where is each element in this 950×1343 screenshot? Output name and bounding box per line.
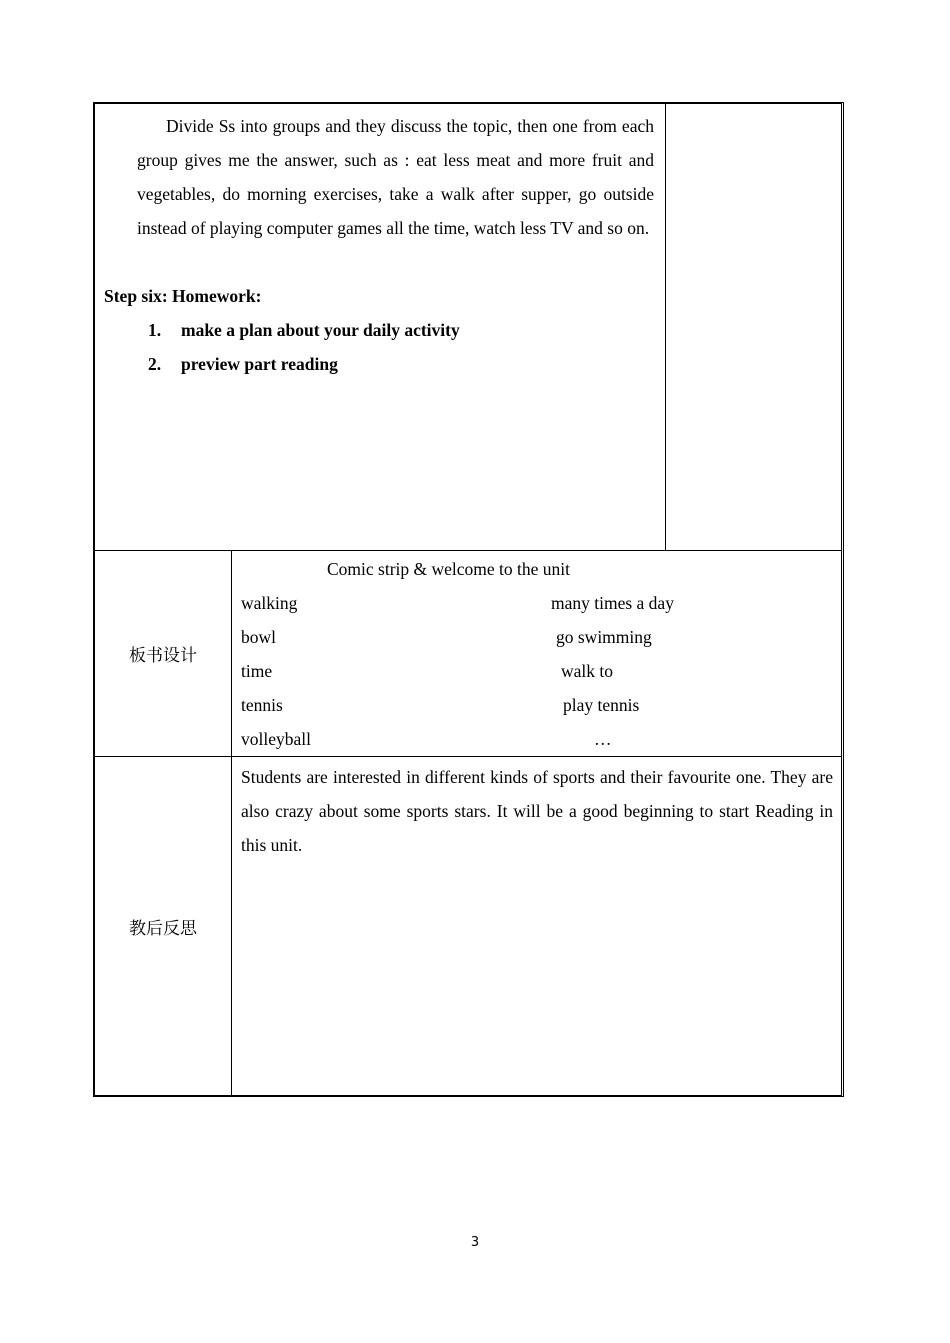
board-right-word: many times a day: [551, 593, 674, 613]
step-five-paragraph: [137, 109, 654, 245]
reflection-row: [95, 757, 841, 1095]
homework-item-number: 2.: [148, 354, 162, 374]
homework-item-text: preview part reading: [181, 354, 338, 374]
board-design-content: [232, 551, 841, 756]
board-left-word: walking: [241, 593, 298, 613]
board-left-word: time: [241, 661, 273, 681]
step-six-heading: Step six: Homework:: [104, 286, 262, 306]
board-left-word: tennis: [241, 695, 283, 715]
lesson-plan-table: [93, 102, 844, 1097]
procedure-row: [95, 104, 841, 551]
board-design-label: 板书设计: [95, 551, 232, 756]
homework-item-text: make a plan about your daily activity: [181, 320, 460, 340]
board-right-word: …: [594, 729, 612, 749]
reflection-text: Students are interested in different kinds of sports and their favourite one. They are also crazy about some sports stars. It will be a good beginning to start Reading in this unit.: [241, 767, 833, 855]
reflection-content: [232, 757, 841, 1095]
board-left-word: bowl: [241, 627, 276, 647]
board-right-word: walk to: [561, 661, 614, 681]
board-design-row: [95, 551, 841, 757]
board-left-word: volleyball: [241, 729, 311, 749]
board-right-word: play tennis: [563, 695, 640, 715]
board-title: Comic strip & welcome to the unit: [327, 559, 571, 579]
reflection-label: 教后反思: [95, 757, 232, 1095]
homework-item-number: 1.: [148, 320, 162, 340]
step-five-text: Divide Ss into groups and they discuss the topic, then one from each group gives me the answer, such as : eat less meat and more fruit and vegetables, do morning exercises, take a walk after supper, go outside instead of playing computer games all the time, watch less TV and so on.: [137, 116, 654, 238]
page-number: 3: [470, 1235, 480, 1250]
procedure-cell: [95, 104, 666, 550]
board-right-word: go swimming: [556, 627, 652, 647]
